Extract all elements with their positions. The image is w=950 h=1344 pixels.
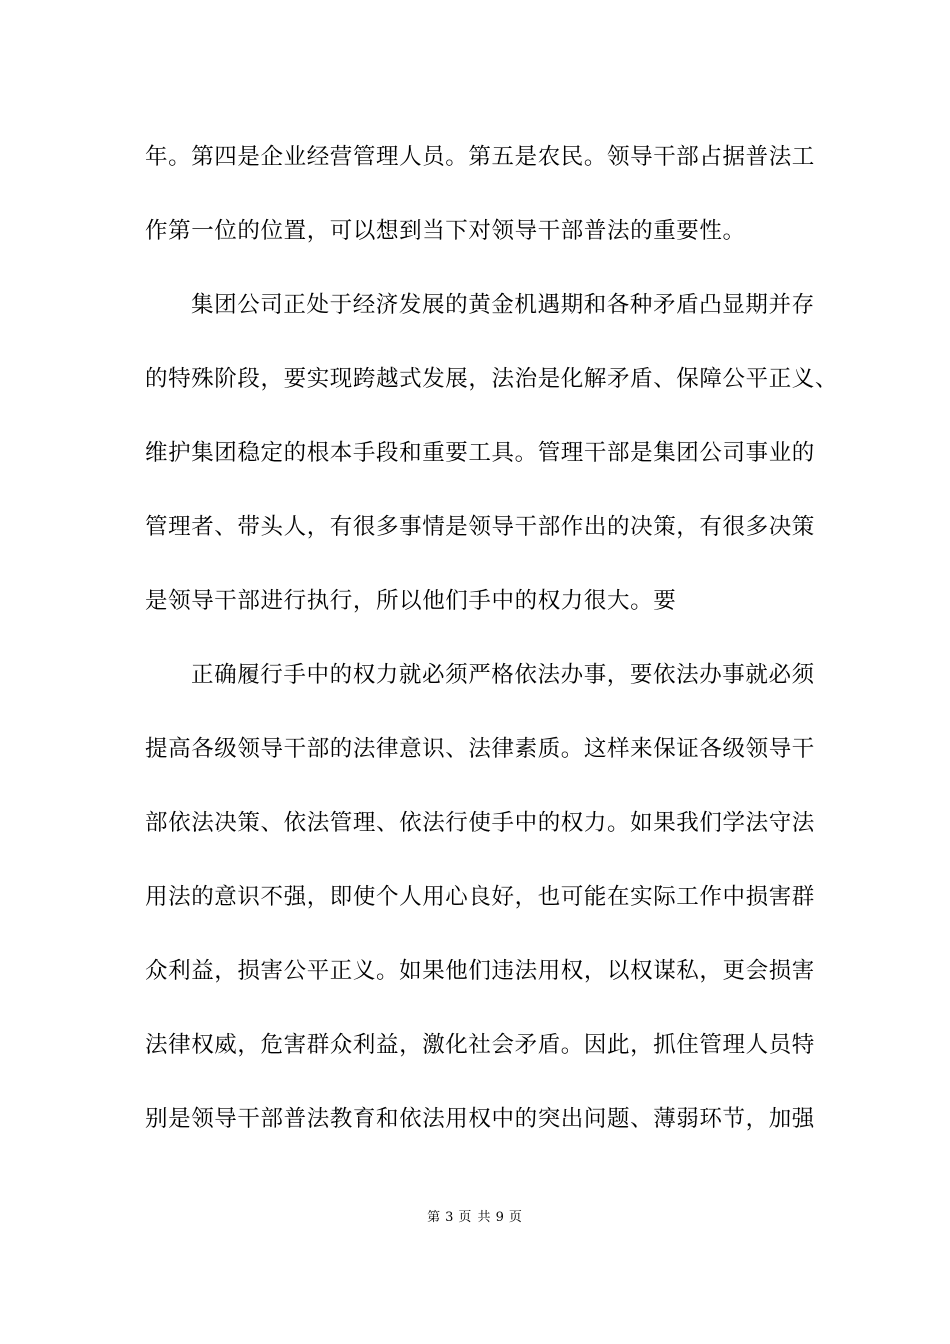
text-line: 正确履行手中的权力就必须严格依法办事，要依法办事就必须 [191,662,815,688]
text-line: 别是领导干部普法教育和依法用权中的突出问题、薄弱环节，加强 [145,1106,815,1132]
text-line: 集团公司正处于经济发展的黄金机遇期和各种矛盾凸显期并存 [191,292,815,318]
text-line: 部依法决策、依法管理、依法行使手中的权力。如果我们学法守法 [145,810,815,836]
text-line: 用法的意识不强，即使个人用心良好，也可能在实际工作中损害群 [145,884,815,910]
footer-middle: 页 共 [458,1210,492,1225]
text-line: 的特殊阶段，要实现跨越式发展，法治是化解矛盾、保障公平正义、 [145,366,839,392]
text-line: 年。第四是企业经营管理人员。第五是农民。领导干部占据普法工 [145,144,815,170]
current-page-number: 3 [445,1210,455,1225]
footer-prefix: 第 [427,1210,442,1225]
total-page-number: 9 [495,1210,505,1225]
text-line: 维护集团稳定的根本手段和重要工具。管理干部是集团公司事业的 [145,440,815,466]
page-footer [0,1208,950,1228]
text-line: 众利益，损害公平正义。如果他们违法用权，以权谋私，更会损害 [145,958,815,984]
body-text [145,128,839,1164]
text-line: 是领导干部进行执行，所以他们手中的权力很大。要 [145,588,677,614]
text-line: 提高各级领导干部的法律意识、法律素质。这样来保证各级领导干 [145,736,815,762]
text-line: 作第一位的位置，可以想到当下对领导干部普法的重要性。 [145,218,746,244]
text-line: 法律权威，危害群众利益，激化社会矛盾。因此，抓住管理人员特 [145,1032,815,1058]
text-line: 管理者、带头人，有很多事情是领导干部作出的决策，有很多决策 [145,514,815,540]
footer-suffix: 页 [508,1210,523,1225]
